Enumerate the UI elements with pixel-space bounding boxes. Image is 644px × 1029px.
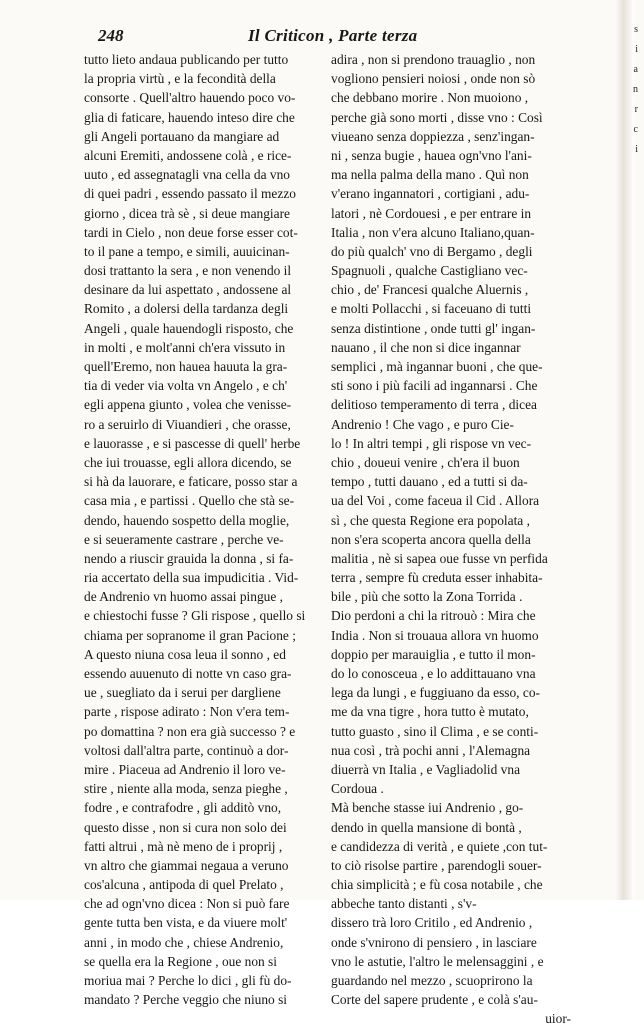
facing-page-edge-letters <box>624 20 638 160</box>
text-line: Andrenio ! Che vago , e puro Cie- <box>331 416 514 432</box>
text-line: me da vna tigre , hora tutto è mutato, <box>331 704 529 720</box>
text-line: abbeche tanto distanti , s'v- <box>331 896 477 912</box>
text-line: vno le astutie, l'altro le melensaggini , e <box>331 953 544 969</box>
text-line: egli appena giunto , volea che venisse- <box>84 397 292 413</box>
text-line: dosi trattanto la sera , e non venendo il <box>84 263 292 279</box>
right-text-column <box>331 50 571 1029</box>
text-line: semplici , mà ingannar buoni , che que- <box>331 359 543 374</box>
edge-letter: c <box>633 124 638 135</box>
text-line: lega da lungi , e fuggiuano da esso, co- <box>331 685 540 701</box>
text-line: e lauorasse , e si pascesse di quell' herbe <box>84 435 301 451</box>
text-line: sti sono i più facili ad ingannarsi . Che <box>331 378 538 394</box>
text-line: Angeli , quale hauendogli risposto, che <box>84 320 294 336</box>
edge-letter: n <box>633 84 638 95</box>
text-line: stire , niente alla moda, senza pieghe , <box>84 781 288 797</box>
text-line: che ad ogn'vno dicea : Non si può fare <box>84 896 290 912</box>
text-line: e chiestochi fusse ? Gli rispose , quello si <box>84 608 306 624</box>
text-line: latori , nè Cordouesi , e per entrare in <box>331 205 532 221</box>
text-line: questo disse , non si cura non solo dei <box>84 819 287 835</box>
text-line: ni , senza bugie , hauea ogn'vno l'ani- <box>331 147 532 163</box>
text-line: voltosi dall'altra parte, continuò a dor- <box>84 742 289 758</box>
text-line: to ciò risolse partire , parendogli souer- <box>331 857 542 873</box>
text-line: lo ! In altri tempi , gli rispose vn vec- <box>331 435 532 451</box>
text-line: delitioso temperamento di terra , dicea <box>331 397 537 413</box>
text-line: sì , che questa Regione era popolata , <box>331 512 530 528</box>
text-line: quell'Eremo, non hauea hauuta la gra- <box>84 359 288 374</box>
edge-letter: i <box>635 44 638 55</box>
text-line: Italia , non v'era alcuno Italiano,quan- <box>331 224 535 240</box>
text-line: anni , in modo che , chiese Andrenio, <box>84 934 284 950</box>
text-line: glia di faticare, hauendo inteso dire che <box>84 109 295 125</box>
text-line: Mà benche stasse iui Andrenio , go- <box>331 800 524 816</box>
left-text-column <box>84 50 316 1009</box>
edge-letter: a <box>633 64 638 75</box>
text-line: la propria virtù , e la fecondità della <box>84 71 276 87</box>
text-line: guardando nel mezzo , scuoprirono la <box>331 973 533 988</box>
text-line: Corte del sapere prudente , e colà s'au- <box>331 992 538 1008</box>
text-line: Romito , a dolersi della tardanza degli <box>84 301 289 317</box>
text-line: senza distintione , onde tutti gl' ingan- <box>331 320 536 336</box>
text-line: tardi in Cielo , non deue forse esser cot- <box>84 224 298 240</box>
text-line: dendo in quella mansione di bontà , <box>331 819 522 835</box>
text-line: ue , suegliato da i serui per dargliene <box>84 685 281 701</box>
catchword: uior- <box>545 1011 571 1027</box>
text-line: se quella era la Regione , oue non si <box>84 953 277 969</box>
text-line: Cordoua . <box>331 781 384 797</box>
text-line: malitia , nè si sapea oue fusse vn perfida <box>331 550 548 566</box>
text-line: doppio per marauiglia , e tutto il mon- <box>331 646 536 662</box>
text-line: viueano senza doppiezza , senz'ingan- <box>331 128 535 144</box>
text-line: do lo conosceua , e lo addittauano vna <box>331 666 536 681</box>
text-line: to il pane a tempo, e simili, auuicinan- <box>84 243 290 259</box>
text-line: e si seueramente castrare , perche ve- <box>84 531 284 547</box>
page-number: 248 <box>98 26 124 45</box>
text-line: mire . Piaceua ad Andrenio il loro ve- <box>84 761 286 777</box>
text-line: che debbano morire . Non muoiono , <box>331 90 529 106</box>
text-line: nendo a riuscir grauida la donna , si fa- <box>84 550 294 566</box>
text-line: tempo , tutti dauano , ed a tutti si da- <box>331 474 528 490</box>
text-line: nua così , trà pochi anni , l'Alemagna <box>331 742 531 758</box>
text-line: chio , doueui venire , ch'era il buon <box>331 454 520 470</box>
text-line: ro a seruirlo di Viuandieri , che orasse, <box>84 416 291 432</box>
text-line: de Andrenio vn huomo assai pingue , <box>84 589 283 605</box>
text-line: adira , non si prendono trauaglio , non <box>331 52 536 67</box>
text-line: ua del Voi , come faceua il Cid . Allora <box>331 493 540 509</box>
text-line: fatti altrui , mà nè meno de i proprij , <box>84 838 283 854</box>
text-line: Dio perdoni a chi la ritrouò : Mira che <box>331 608 536 624</box>
text-line: alcuni Eremiti, andossene colà , e rice- <box>84 147 292 163</box>
text-line: in molti , e molt'anni ch'era vissuto in <box>84 339 286 355</box>
text-line: v'erano ingannatori , cortigiani , adu- <box>331 186 530 202</box>
text-line: casa mia , e partissi . Quello che stà se- <box>84 493 295 509</box>
text-line: onde s'vnirono di pensiero , in lasciare <box>331 934 537 950</box>
text-line: chio , de' Francesi qualche Aluernis , <box>331 282 529 298</box>
text-line: parte , rispose adirato : Non v'era tem- <box>84 704 290 720</box>
text-line: dendo, hauendo sospetto della moglie, <box>84 512 290 528</box>
text-line: desinare da lui aspettato , andossene al <box>84 282 292 298</box>
text-line: non s'era scoperta ancora quella della <box>331 531 531 547</box>
text-line: India . Non si trouaua allora vn huomo <box>331 627 539 643</box>
text-line: gente tutta ben vista, e da viuere molt' <box>84 915 288 931</box>
text-line: moriua mai ? Perche lo dici , gli fù do- <box>84 973 292 988</box>
text-line: fodre , e contrafodre , gli additò vno, <box>84 800 282 816</box>
edge-letter: r <box>634 104 638 115</box>
text-line: tia di veder via volta vn Angelo , e ch' <box>84 378 288 394</box>
edge-letter: s <box>634 24 638 35</box>
text-line: essendo auuenuto di notte vn caso gra- <box>84 666 292 681</box>
text-line: tutto guasto , sino il Clima , e se conti- <box>331 723 539 739</box>
text-line: chiama per sopranome il gran Pacione ; <box>84 627 296 643</box>
text-line: gli Angeli portauano da mangiare ad <box>84 128 280 144</box>
text-line: perche già sono morti , disse vno : Così <box>331 109 543 125</box>
text-line: vogliono pensieri noiosi , onde non sò <box>331 71 536 87</box>
text-line: A questo niuna cosa leua il sonno , ed <box>84 646 286 662</box>
text-line: uuto , ed assegnatagli vna cella da vno <box>84 167 290 183</box>
edge-letter: i <box>635 144 638 155</box>
running-title: Il Criticon , Parte terza <box>248 26 418 45</box>
text-line: po domattina ? non era già successo ? e <box>84 723 296 739</box>
text-line: chia simplicità ; e fù cosa notabile , che <box>331 877 543 893</box>
text-line: vn altro che giammai negaua a veruno <box>84 857 289 873</box>
text-line: consorte . Quell'altro hauendo poco vo- <box>84 90 296 106</box>
text-line: mandato ? Perche veggio che niuno si <box>84 992 288 1008</box>
text-line: e candidezza di verità , e quiete ,con tut- <box>331 838 548 854</box>
text-line: dissero trà loro Critilo , ed Andrenio , <box>331 915 533 931</box>
page-header <box>98 26 528 48</box>
text-line: si hà da lauorare, e faticare, posso star a <box>84 474 298 490</box>
text-line: nauano , il che non si dice ingannar <box>331 339 521 355</box>
text-line: tutto lieto andaua publicando per tutto <box>84 52 289 67</box>
text-line: giorno , dicea trà sè , si deue mangiare <box>84 205 290 221</box>
text-line: terra , sempre fù creduta esser inhabita- <box>331 570 543 586</box>
text-line: do più qualch' vno di Bergamo , degli <box>331 243 533 259</box>
text-line: ria accertato della sua impudicitia . Vid- <box>84 570 299 586</box>
text-line: bile , più che sotto la Zona Torrida . <box>331 589 523 605</box>
text-line: Spagnuoli , qualche Castigliano vec- <box>331 263 528 279</box>
text-line: e molti Pollacchi , si faceuano di tutti <box>331 301 532 317</box>
text-line: che iui trouasse, egli allora dicendo, se <box>84 454 292 470</box>
text-line: diuerrà vn Italia , e Vagliadolid vna <box>331 761 521 777</box>
text-line: cos'alcuna , antipoda di quel Prelato , <box>84 877 284 893</box>
text-line: di quei padri , essendo passato il mezzo <box>84 186 296 202</box>
text-line: ma nella palma della mano . Quì non <box>331 167 529 183</box>
